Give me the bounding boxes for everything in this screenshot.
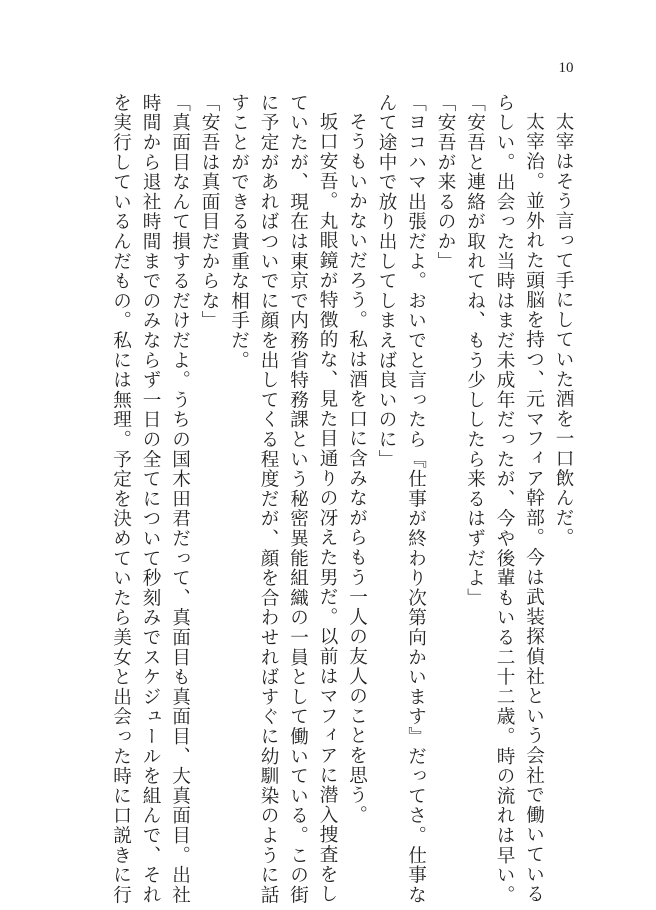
text-line: らしい。出会った当時はまだ未成年だったが、今や後輩もいる二十二歳。時の流れは早い。 [494,93,515,905]
text-line: そうもいかないだろう。私は酒を口に含みながらもう一人の友人のことを思う。 [346,111,368,825]
dialogue-line: 「安吾は真面目だからな」 [199,93,220,331]
page-number: 10 [558,60,574,76]
text-line: んて途中で放り出してしまえば良いのに」 [376,93,397,470]
text-line: を実行しているんだもの。私には無理。予定を決めていたら美女と出会った時に口説きに行 [110,93,132,905]
text-line: ていたが、現在は東京で内務省特務課という秘密異能組織の一員として働いている。この街 [287,93,309,905]
dialogue-line: 「真面目なんて損するだけだよ。うちの国木田君だって、真面目も真面目、大真面目。出社 [169,93,191,905]
dialogue-line: 「安吾が来るのか」 [435,93,456,272]
text-line: に予定があればついでに顔を出してくる程度だが、顔を合わせればすぐに幼馴染のように話 [258,93,279,905]
text-line: すことができる貴重な相手だ。 [228,93,250,371]
text-line: 坂口安吾。丸眼鏡が特徴的な、見た目通りの冴えた男だ。以前はマフィアに潜入捜査をし [317,111,338,904]
text-line: 時間から退社時間までのみならず一日の全てについて秒刻みでスケジュールを組んで、それ [140,93,161,905]
text-line: 太宰はそう言って手にしていた酒を一口飲んだ。 [553,111,574,548]
text-line: 太宰治。並外れた頭脳を持つ、元マフィア幹部。今は武装探偵社という会社で働いている [523,111,545,904]
dialogue-line: 「ヨコハマ出張だよ。おいでと言ったら『仕事が終わり次第向かいます』だってさ。仕事な [405,93,427,905]
dialogue-line: 「安吾と連絡が取れてね、もう少ししたら来るはずだよ」 [464,93,486,608]
vertical-body-text [88,93,578,905]
